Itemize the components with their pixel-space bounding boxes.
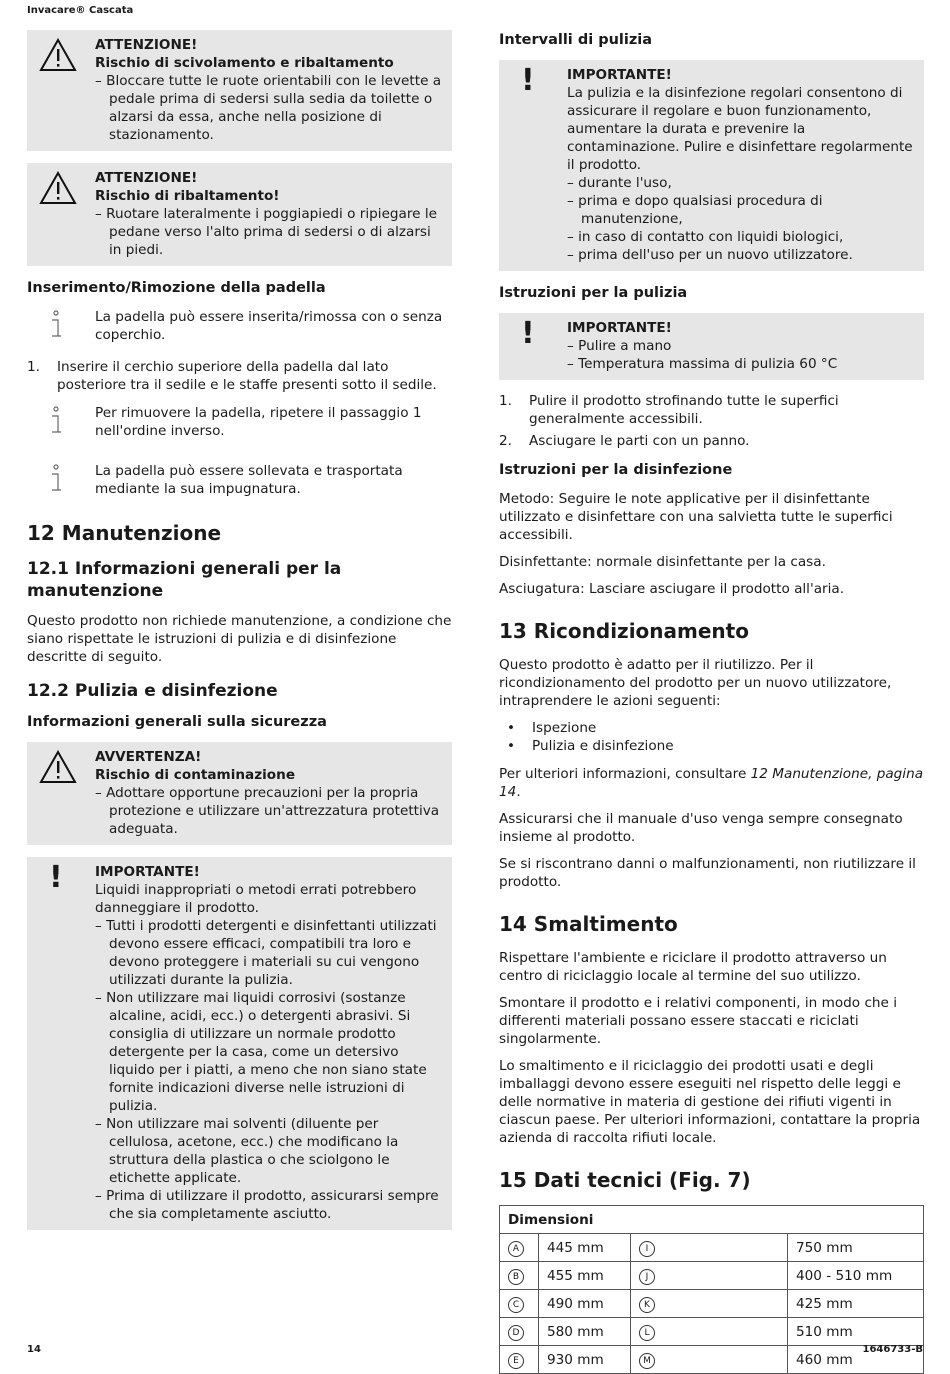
step-number: 1. xyxy=(27,359,40,375)
info-note xyxy=(27,404,452,440)
chapter-heading-13: 13 Ricondizionamento xyxy=(499,619,749,643)
warning-triangle-icon xyxy=(39,38,77,72)
table-row: D 580 mm L 510 mm xyxy=(500,1318,924,1346)
important-title: IMPORTANTE! xyxy=(95,864,200,880)
warning-box-tip xyxy=(27,163,452,266)
info-note xyxy=(27,308,452,344)
important-title: IMPORTANTE! xyxy=(567,320,672,336)
step-item xyxy=(499,392,924,428)
paragraph: Se si riscontrano danni o malfunzionamenti, non riutilizzare il prodotto. xyxy=(499,856,916,890)
chapter-heading-14: 14 Smaltimento xyxy=(499,912,678,936)
paragraph: Lo smaltimento e il riciclaggio dei prodotti usati e degli imballaggi devono essere eseguiti nel rispetto delle leggi e delle normative in materia di gestione dei rifiuti vigenti in ciascun paese. Per ulteriori informazioni, contattare la propria azienda di raccolta rifiuti locale. xyxy=(499,1058,921,1146)
warning-title: ATTENZIONE! xyxy=(95,37,198,53)
info-text: La padella può essere inserita/rimossa con o senza coperchio. xyxy=(95,309,443,343)
step-number: 2. xyxy=(499,433,512,449)
warning-title: AVVERTENZA! xyxy=(95,749,202,765)
document-code: 1646733-B xyxy=(862,1344,923,1355)
warning-item: – Adottare opportune precauzioni per la propria protezione e utilizzare un'attrezzatura protettiva adeguata. xyxy=(95,785,440,837)
important-item: – Non utilizzare mai liquidi corrosivi (sostanze alcaline, acidi, ecc.) o detergenti abrasivi. Si consiglia di utilizzare un normale prodotto detergente per la casa, come un detersivo liquido per i piatti, a meno che non siano state fornite indicazioni diverse nelle istruzioni di pulizia. xyxy=(95,990,427,1114)
important-box-cleaning xyxy=(499,313,924,380)
paragraph: Per ulteriori informazioni, consultare 12 Manutenzione, pagina 14. xyxy=(499,766,924,800)
section-heading-disinfection: Istruzioni per la disinfezione xyxy=(499,462,733,478)
info-icon xyxy=(49,464,63,494)
warning-subtitle: Rischio di ribaltamento! xyxy=(95,188,280,204)
paragraph: Metodo: Seguire le note applicative per il disinfettante utilizzato e disinfettare con una salvietta tutte le superfici accessibili. xyxy=(499,491,893,543)
paragraph: Rispettare l'ambiente e riciclare il prodotto attraverso un centro di riciclaggio locale al termine del suo utilizzo. xyxy=(499,950,887,984)
paragraph: Questo prodotto è adatto per il riutilizzo. Per il ricondizionamento del prodotto per un nuovo utilizzatore, intraprendere le azioni seguenti: xyxy=(499,657,892,709)
important-item: – durante l'uso, xyxy=(567,175,672,191)
important-item: – prima e dopo qualsiasi procedura di manutenzione, xyxy=(567,193,823,227)
page-number: 14 xyxy=(27,1344,41,1355)
section-heading-12-1: 12.1 Informazioni generali per la manutenzione xyxy=(27,559,342,601)
cross-reference-link[interactable]: 12 Manutenzione, pagina 14 xyxy=(499,766,924,800)
right-column xyxy=(499,30,924,1374)
important-item: – Temperatura massima di pulizia 60 °C xyxy=(567,356,838,372)
paragraph: Questo prodotto non richiede manutenzione, a condizione che siano rispettate le istruzioni di pulizia e di disinfezione descritte di seguito. xyxy=(27,613,452,665)
table-row: C 490 mm K 425 mm xyxy=(500,1290,924,1318)
table-row: A 445 mm I 750 mm xyxy=(500,1234,924,1262)
warning-item: – Ruotare lateralmente i poggiapiedi o ripiegare le pedane verso l'alto prima di sedersi o di alzarsi in piedi. xyxy=(95,206,438,258)
chapter-heading-15: 15 Dati tecnici (Fig. 7) xyxy=(499,1168,751,1192)
step-text: Asciugare le parti con un panno. xyxy=(529,433,750,449)
left-column xyxy=(27,30,452,1242)
bullet-text: Pulizia e disinfezione xyxy=(532,738,674,754)
info-text: Per rimuovere la padella, ripetere il passaggio 1 nell'ordine inverso. xyxy=(95,405,422,439)
exclamation-icon: ! xyxy=(521,316,535,351)
important-box-intervals xyxy=(499,60,924,271)
warning-title: ATTENZIONE! xyxy=(95,170,198,186)
warning-subtitle: Rischio di contaminazione xyxy=(95,767,296,783)
paragraph: Disinfettante: normale disinfettante per la casa. xyxy=(499,554,826,570)
warning-triangle-icon xyxy=(39,750,77,784)
important-item: – prima dell'uso per un nuovo utilizzatore. xyxy=(567,247,853,263)
important-item: – Prima di utilizzare il prodotto, assicurarsi sempre che sia completamente asciutto. xyxy=(95,1188,439,1222)
important-item: – Tutti i prodotti detergenti e disinfettanti utilizzati devono essere efficaci, compatibili tra loro e devono proteggere i materiali su cui vengono utilizzati durante la pulizia. xyxy=(95,918,437,988)
table-row: E 930 mm M 460 mm xyxy=(500,1346,924,1374)
important-intro: La pulizia e la disinfezione regolari consentono di assicurare il regolare e buon funzionamento, aumentare la durata e prevenire la contaminazione. Pulire e disinfettare regolarmente il prodotto. xyxy=(567,85,913,173)
important-item: – in caso di contatto con liquidi biologici, xyxy=(567,229,844,245)
info-icon xyxy=(49,310,63,340)
table-header: Dimensioni xyxy=(500,1206,924,1234)
info-icon xyxy=(49,406,63,436)
table-row: B 455 mm J 400 - 510 mm xyxy=(500,1262,924,1290)
important-item: – Pulire a mano xyxy=(567,338,672,354)
warning-box-slip xyxy=(27,30,452,151)
step-text: Inserire il cerchio superiore della padella dal lato posteriore tra il sedile e le staffe presenti sotto il sedile. xyxy=(57,359,437,393)
running-header: Invacare® Cascata xyxy=(27,5,134,16)
exclamation-icon: ! xyxy=(521,63,535,98)
info-text: La padella può essere sollevata e trasportata mediante la sua impugnatura. xyxy=(95,463,403,497)
info-note xyxy=(27,462,452,498)
section-heading-12-2: 12.2 Pulizia e disinfezione xyxy=(27,681,278,701)
subsection-heading-safety: Informazioni generali sulla sicurezza xyxy=(27,714,327,730)
step-item xyxy=(27,358,452,394)
important-intro: Liquidi inappropriati o metodi errati potrebbero danneggiare il prodotto. xyxy=(95,882,417,916)
bullet-item: • Pulizia e disinfezione xyxy=(507,738,674,754)
chapter-heading-12: 12 Manutenzione xyxy=(27,521,222,545)
dimensions-table xyxy=(499,1205,924,1374)
important-box-liquids xyxy=(27,857,452,1230)
warning-item: – Bloccare tutte le ruote orientabili con le levette a pedale prima di sedersi sulla sedia da toilette o alzarsi da essa, anche nella posizione di stazionamento. xyxy=(95,73,442,143)
important-title: IMPORTANTE! xyxy=(567,67,672,83)
exclamation-icon: ! xyxy=(49,860,63,895)
paragraph: Smontare il prodotto e i relativi componenti, in modo che i differenti materiali possano essere staccati e riciclati singolarmente. xyxy=(499,995,897,1047)
step-item xyxy=(499,432,924,450)
step-number: 1. xyxy=(499,393,512,409)
warning-subtitle: Rischio di scivolamento e ribaltamento xyxy=(95,55,394,71)
section-heading-cleaning: Istruzioni per la pulizia xyxy=(499,285,688,301)
section-heading-intervals: Intervalli di pulizia xyxy=(499,32,653,48)
step-text: Pulire il prodotto strofinando tutte le superfici generalmente accessibili. xyxy=(529,393,839,427)
important-item: – Non utilizzare mai solventi (diluente per cellulosa, acetone, ecc.) che modificano la struttura della plastica o che sciolgono le etichette applicate. xyxy=(95,1116,399,1186)
paragraph: Asciugatura: Lasciare asciugare il prodotto all'aria. xyxy=(499,581,845,597)
bullet-item: • Ispezione xyxy=(507,720,597,736)
section-heading-padella: Inserimento/Rimozione della padella xyxy=(27,280,326,296)
paragraph: Assicurarsi che il manuale d'uso venga sempre consegnato insieme al prodotto. xyxy=(499,811,903,845)
warning-triangle-icon xyxy=(39,171,77,205)
bullet-text: Ispezione xyxy=(532,720,597,736)
warning-box-contamination xyxy=(27,742,452,845)
